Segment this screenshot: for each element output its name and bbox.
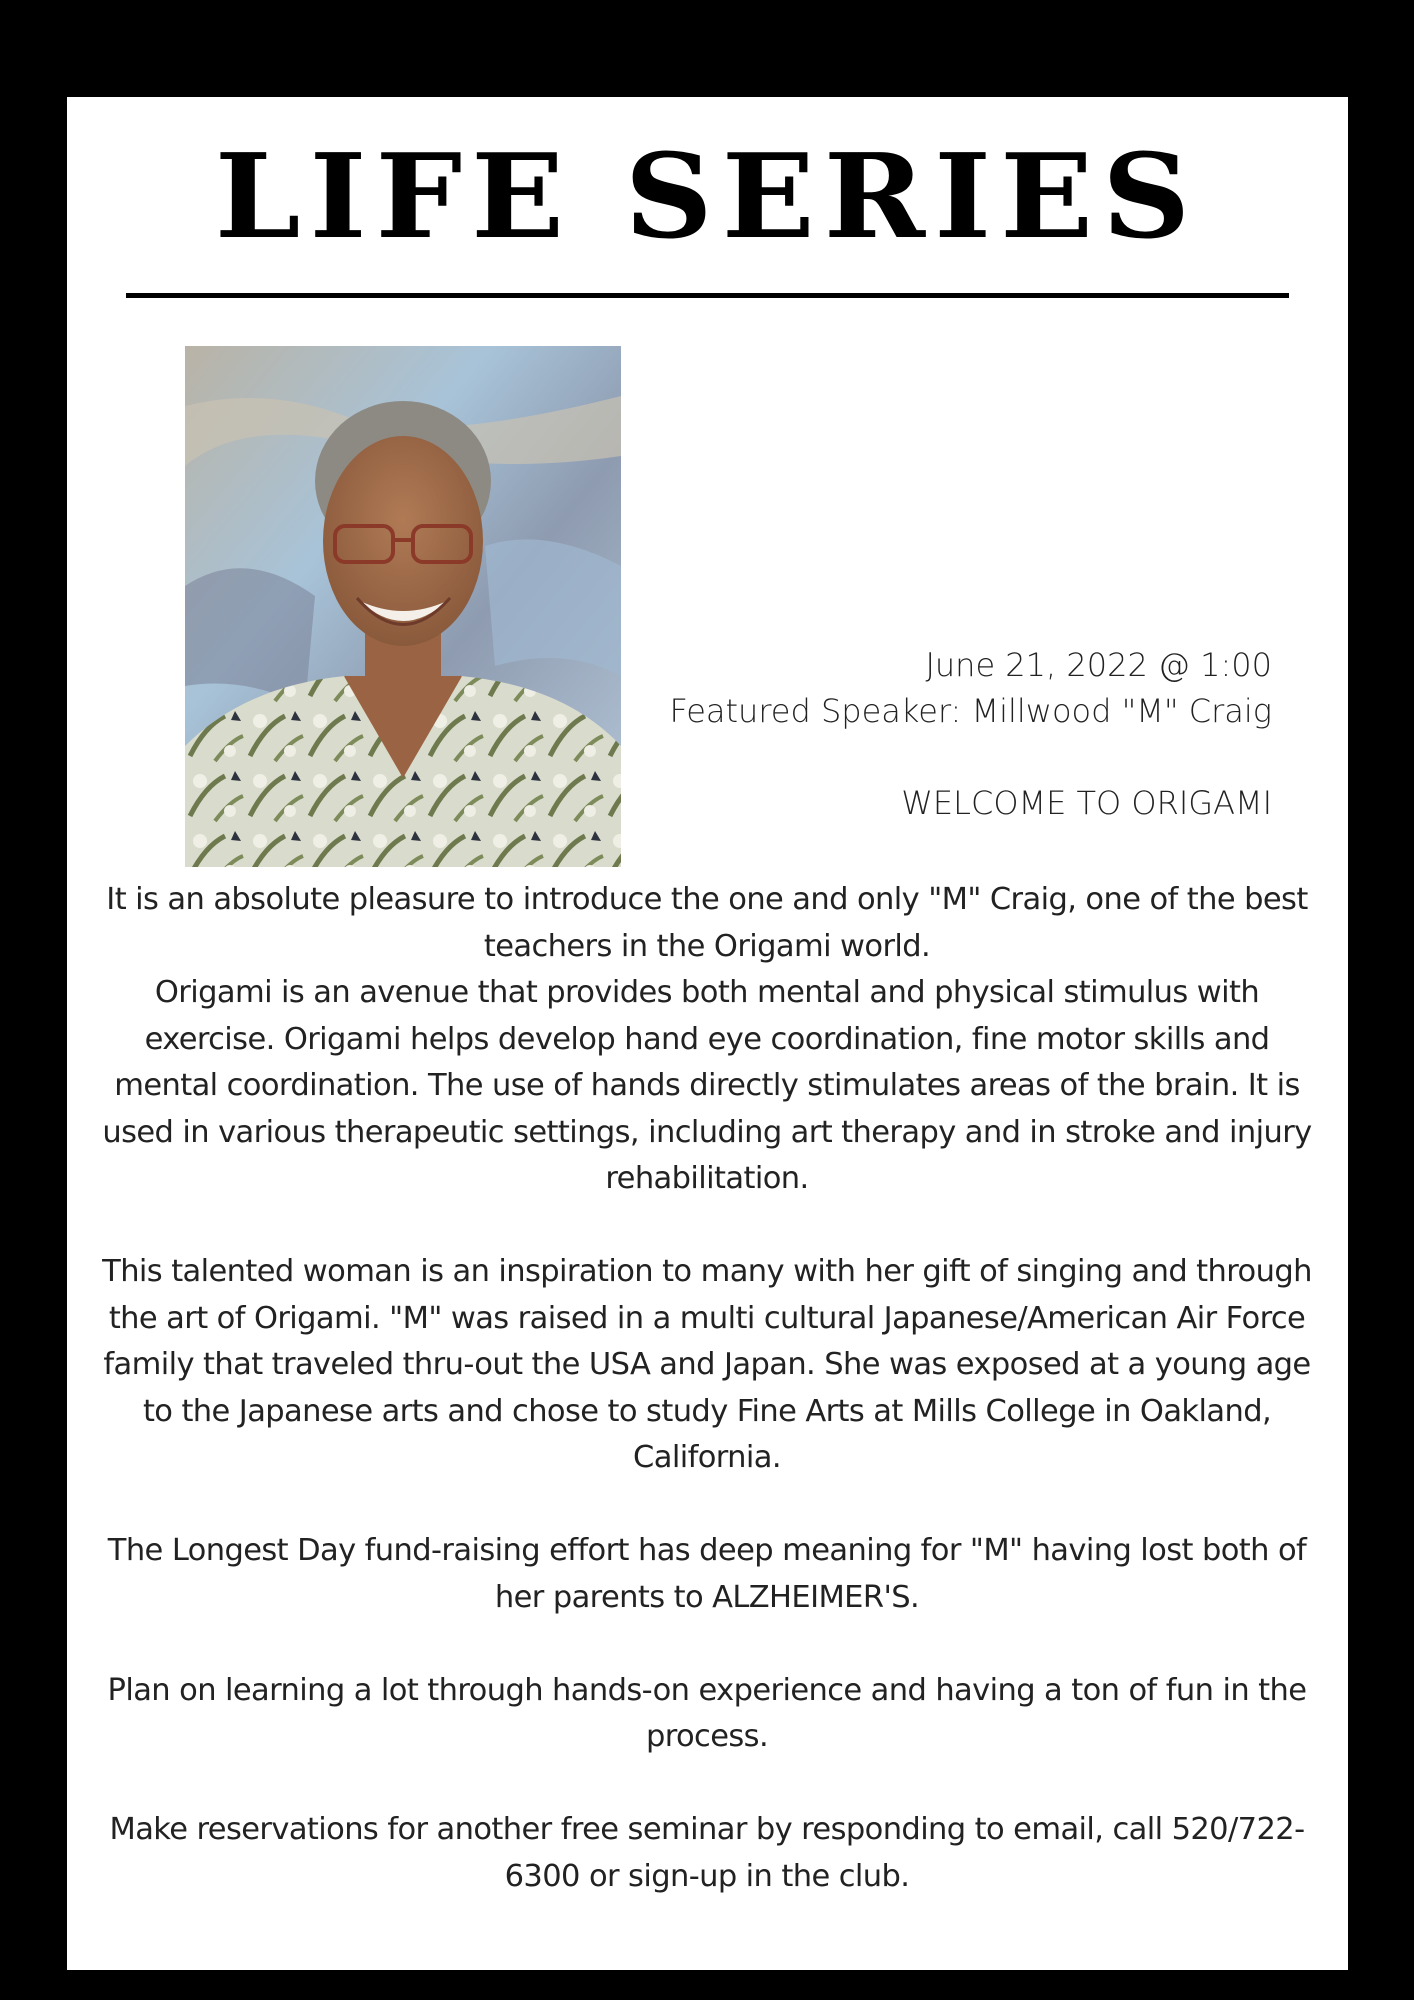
intro-paragraph: It is an absolute pleasure to introduce the one and only "M" Craig, one of the best teachers in the Origami world. <box>106 882 1308 964</box>
spacer <box>100 1203 1314 1250</box>
origami-paragraph: Origami is an avenue that provides both mental and physical stimulus with exercise. Origami helps develop hand eye coordination, fine motor skills and mental coordination. The use of hands directly stimulates areas of the brain. It is used in various therapeutic settings, including art therapy and in stroke and injury rehabilitation. <box>102 975 1312 1196</box>
event-date-time: June 21, 2022 @ 1:00 <box>925 646 1272 684</box>
longest-day-paragraph: The Longest Day fund-raising effort has deep meaning for "M" having lost both of her parents to ALZHEIMER'S. <box>107 1533 1307 1615</box>
spacer <box>100 1482 1314 1529</box>
featured-speaker: Featured Speaker: Millwood "M" Craig <box>669 692 1272 730</box>
reservations-paragraph: Make reservations for another free seminar by responding to email, call 520/722-6300 or sign-up in the club. <box>109 1812 1305 1894</box>
plan-paragraph: Plan on learning a lot through hands-on experience and having a ton of fun in the process. <box>107 1672 1307 1754</box>
speaker-photo <box>185 346 621 867</box>
spacer <box>572 734 1272 780</box>
spacer <box>100 1761 1314 1808</box>
event-headline: WELCOME TO ORIGAMI <box>901 784 1272 822</box>
page-title: LIFE SERIES <box>214 127 1200 265</box>
bio-paragraph: This talented woman is an inspiration to many with her gift of singing and through the art of Origami. "M" was raised in a multi cultural Japanese/American Air Force family that traveled thru-out the USA and Japan. She was exposed at a young age to the Japanese arts and chose to study Fine Arts at Mills College in Oakland, California. <box>102 1254 1312 1475</box>
spacer <box>100 1621 1314 1668</box>
event-details <box>572 642 1272 826</box>
title-divider <box>126 293 1289 298</box>
flyer-body <box>100 877 1314 1900</box>
